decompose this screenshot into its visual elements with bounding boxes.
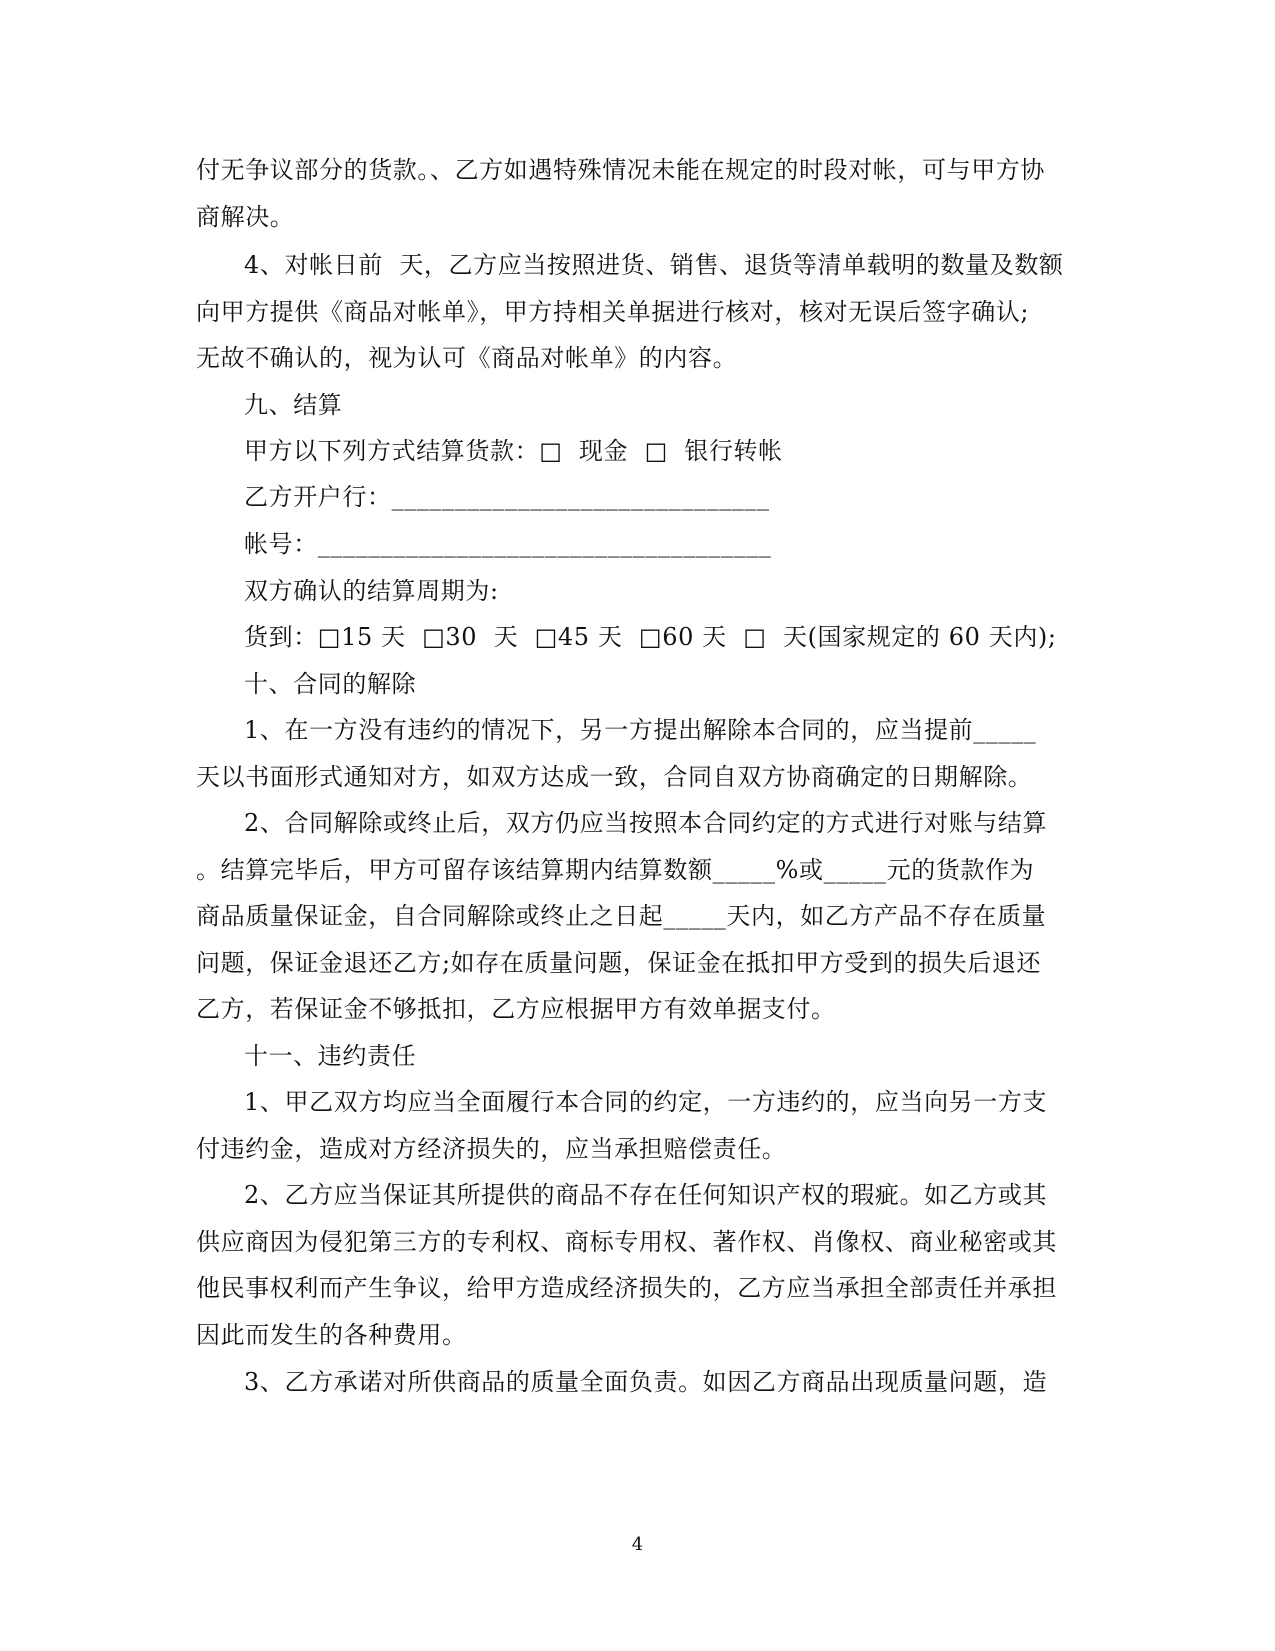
section-heading: 十、合同的解除 bbox=[244, 670, 417, 698]
text-line: 2、合同解除或终止后，双方仍应当按照本合同约定的方式进行对账与结算 bbox=[244, 809, 1048, 837]
text-line: 1、在一方没有违约的情况下，另一方提出解除本合同的，应当提前_____ bbox=[244, 716, 1037, 744]
text-line: 商品质量保证金，自合同解除或终止之日起_____天内，如乙方产品不存在质量 bbox=[196, 902, 1047, 930]
text-line: 商解决。 bbox=[196, 203, 295, 231]
text-line: 4、对帐日前 天，乙方应当按照进货、销售、退货等清单载明的数量及数额 bbox=[244, 251, 1064, 279]
text-line: 1、甲乙双方均应当全面履行本合同的约定，一方违约的，应当向另一方支 bbox=[244, 1088, 1048, 1116]
text-line: 无故不确认的，视为认可《商品对帐单》的内容。 bbox=[196, 344, 738, 372]
text-line: 帐号：____________________________________ bbox=[244, 530, 772, 558]
section-heading: 九、结算 bbox=[244, 391, 343, 419]
text-line: 双方确认的结算周期为: bbox=[244, 577, 499, 605]
text-line: 乙方，若保证金不够抵扣，乙方应根据甲方有效单据支付。 bbox=[196, 995, 836, 1023]
text-line: 向甲方提供《商品对帐单》，甲方持相关单据进行核对，核对无误后签字确认; bbox=[196, 298, 1030, 326]
text-line: 天以书面形式通知对方，如双方达成一致，合同自双方协商确定的日期解除。 bbox=[196, 763, 1033, 791]
section-heading: 十一、违约责任 bbox=[244, 1042, 417, 1070]
text-line: 3、乙方承诺对所供商品的质量全面负责。如因乙方商品出现质量问题，造 bbox=[244, 1368, 1048, 1396]
text-line: 乙方开户行：______________________________ bbox=[244, 483, 770, 511]
text-line: 。结算完毕后，甲方可留存该结算期内结算数额_____%或_____元的货款作为 bbox=[196, 856, 1035, 884]
text-line: 他民事权利而产生争议，给甲方造成经济损失的，乙方应当承担全部责任并承担 bbox=[196, 1274, 1057, 1302]
text-line: 因此而发生的各种费用。 bbox=[196, 1321, 467, 1349]
text-line: 2、乙方应当保证其所提供的商品不存在任何知识产权的瑕疵。如乙方或其 bbox=[244, 1181, 1048, 1209]
page-number: 4 bbox=[631, 1534, 644, 1555]
text-line: 供应商因为侵犯第三方的专利权、商标专用权、著作权、肖像权、商业秘密或其 bbox=[196, 1228, 1057, 1256]
text-line: 付违约金，造成对方经济损失的，应当承担赔偿责任。 bbox=[196, 1135, 787, 1163]
text-line: 问题，保证金退还乙方;如存在质量问题，保证金在抵扣甲方受到的损失后退还 bbox=[196, 949, 1042, 977]
text-line: 付无争议部分的货款。、乙方如遇特殊情况未能在规定的时段对帐，可与甲方协 bbox=[196, 156, 1045, 184]
text-line: 货到：□15 天 □30 天 □45 天 □60 天 □ 天(国家规定的 60 天内); bbox=[244, 623, 1057, 651]
text-line: 甲方以下列方式结算货款：□ 现金 □ 银行转帐 bbox=[244, 437, 783, 465]
